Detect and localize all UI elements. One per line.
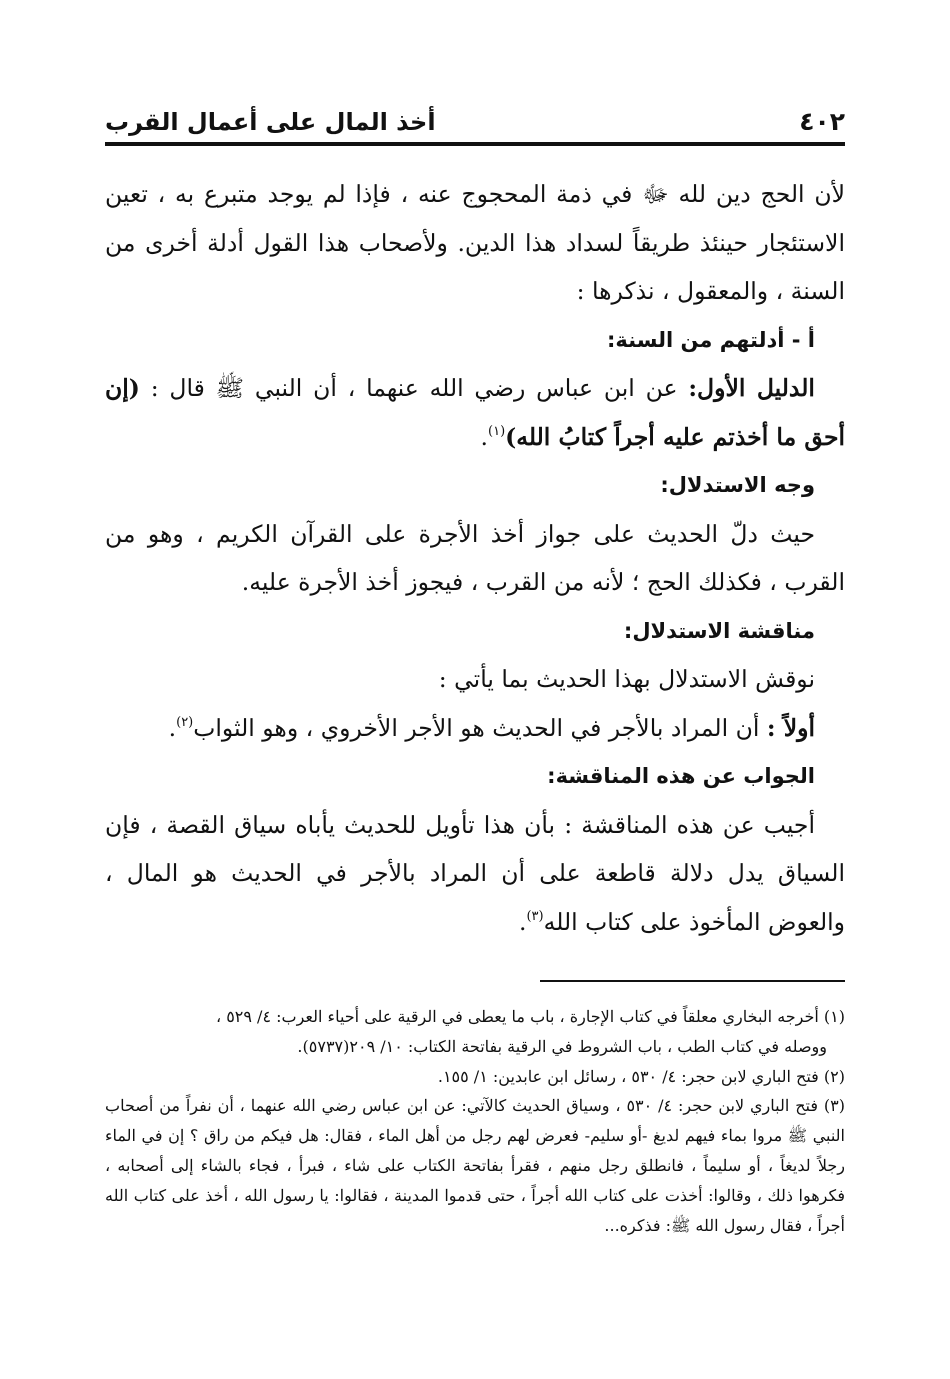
footnote-ref-1: (١) bbox=[488, 423, 506, 439]
running-title: أخذ المال على أعمال القرب bbox=[105, 108, 436, 136]
page-number: ٤٠٢ bbox=[799, 107, 845, 136]
footnote-1-line-1: (١) أخرجه البخاري معلقاً في كتاب الإجارة ، باب ما يعطى في الرقية على أحياء العرب: ٤/ ٥٢٩ ، bbox=[215, 1007, 845, 1026]
footnote-2: (٢) فتح الباري لابن حجر: ٤/ ٥٣٠ ، رسائل ابن عابدين: ١/ ١٥٥. bbox=[437, 1066, 845, 1086]
answer-text: أجيب عن هذه المناقشة : بأن هذا تأويل للحديث يأباه سياق القصة ، فإن السياق يدل دلالة قاطعة على أن المراد بالأجر في الحديث هو المال ، والعوض المأخوذ على كتاب الله bbox=[105, 810, 845, 936]
footnote-divider bbox=[540, 980, 845, 982]
paragraph-discussion-intro: نوقش الاستدلال بهذا الحديث بما يأتي : bbox=[438, 665, 815, 693]
hadith-quote: (إن أحق ما أخذتم عليه أجراً كتابُ الله) bbox=[105, 374, 845, 451]
first-evidence-label: الدليل الأول: bbox=[688, 374, 815, 402]
footnote-1-line-2: ووصله في كتاب الطب ، باب الشروط في الرقية بفاتحة الكتاب: ١٠/ ٢٠٩(٥٧٣٧). bbox=[297, 1036, 827, 1056]
footnotes bbox=[105, 1002, 845, 1240]
first-objection-label: أولاً : bbox=[766, 713, 815, 742]
heading-answer: الجواب عن هذه المناقشة: bbox=[547, 764, 815, 788]
first-evidence-text: عن ابن عباس رضي الله عنهما ، أن النبي ﷺ قال : bbox=[150, 374, 678, 402]
footnote-ref-3: (٣) bbox=[526, 908, 544, 924]
first-objection-text: أن المراد بالأجر في الحديث هو الأجر الأخروي ، وهو الثواب bbox=[193, 713, 760, 742]
paragraph-intro: لأن الحج دين لله ﷻ في ذمة المحجوج عنه ، فإذا لم يوجد متبرع به ، تعين الاستئجار حينئذ طريقاً لسداد هذا الدين. ولأصحاب هذا القول أدلة أخرى من السنة ، والمعقول ، نذكرها : bbox=[105, 180, 845, 305]
running-header bbox=[105, 96, 845, 146]
heading-discussion: مناقشة الاستدلال: bbox=[623, 618, 815, 643]
paragraph-first-evidence: الدليل الأول: عن ابن عباس رضي الله عنهما ، أن النبي ﷺ قال : (إن أحق ما أخذتم عليه أجراً كتابُ الله)$^{(١)}$. bbox=[105, 374, 845, 451]
footnote-3: (٣) فتح الباري لابن حجر: ٤/ ٥٣٠ ، وسياق الحديث كالآتي: عن ابن عباس رضي الله عنهما ، أن نفراً من أصحاب النبي ﷺ مروا بماء فيهم لديغ -أو سليم- فعرض لهم رجل من أهل الماء ، فقال: هل فيكم من راق ؟ إن في الماء رجلاً لديغاً ، أو سليماً ، فانطلق رجل منهم ، فقرأ بفاتحة الكتاب على شاء ، فبرأ ، فجاء بالشاء إلى أصحابه ، فكرهوا ذلك ، وقالوا: أخذت على كتاب الله أجراً ، حتى قدموا المدينة ، فقالوا: يا رسول الله ، أخذ على كتاب الله أجراً ، فقال رسول الله ﷺ: فذكره... bbox=[105, 1096, 845, 1235]
heading-sunnah-evidence: أ - أدلتهم من السنة: bbox=[607, 327, 815, 352]
paragraph-inference: حيث دلّ الحديث على جواز أخذ الأجرة على القرآن الكريم ، وهو من القرب ، فكذلك الحج ؛ لأنه من القرب ، فيجوز أخذ الأجرة عليه. bbox=[105, 519, 845, 596]
paragraph-answer: أجيب عن هذه المناقشة : بأن هذا تأويل للحديث يأباه سياق القصة ، فإن السياق يدل دلالة قاطعة على أن المراد بالأجر في الحديث هو المال ، والعوض المأخوذ على كتاب الله$^{(٣)}$. bbox=[105, 810, 845, 936]
heading-inference: وجه الاستدلال: bbox=[660, 473, 815, 497]
paragraph-first-objection: أولاً : أن المراد بالأجر في الحديث هو الأجر الأخروي ، وهو الثواب$^{(٢)}$. bbox=[168, 713, 815, 742]
footnote-ref-2: (٢) bbox=[176, 714, 194, 730]
main-text bbox=[105, 170, 845, 946]
